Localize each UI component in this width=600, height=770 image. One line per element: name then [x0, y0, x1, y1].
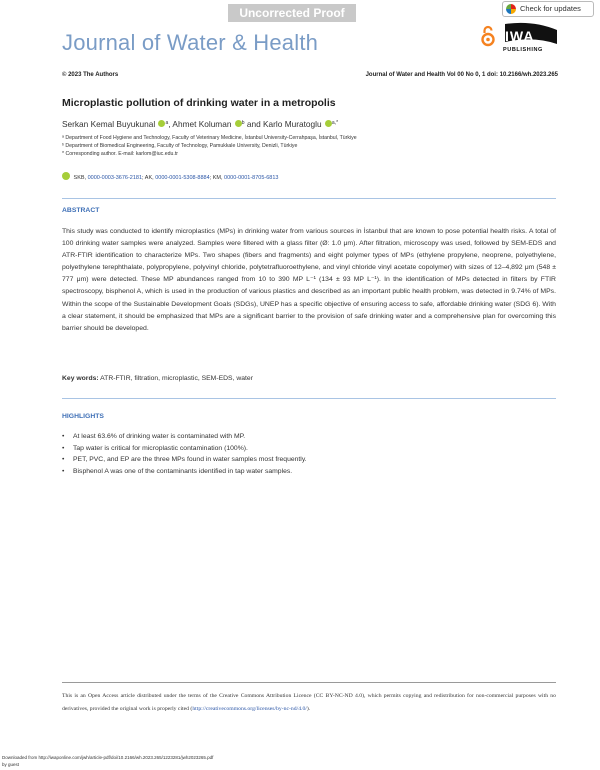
- corresponding-author: * Corresponding author. E-mail: karlom@iuc.edu.tr: [62, 151, 178, 157]
- abstract-heading: ABSTRACT: [62, 207, 100, 214]
- orcid-list: [62, 172, 278, 181]
- license-link[interactable]: http://creativecommons.org/licenses/by-nc-nd/4.0/: [192, 705, 307, 712]
- highlights-heading: HIGHLIGHTS: [62, 413, 104, 420]
- highlight-item: • PET, PVC, and EP are the three MPs found in water samples most frequently.: [62, 454, 307, 466]
- uncorrected-proof-banner: Uncorrected Proof: [228, 4, 356, 22]
- orcid-author: ; KM,: [209, 175, 223, 181]
- orcid-author: SKB,: [73, 175, 87, 181]
- download-by: by guest: [2, 762, 20, 767]
- highlight-item: • Bisphenol A was one of the contaminants identified in tap water samples.: [62, 466, 307, 478]
- author-name[interactable]: Ahmet Koluman: [172, 119, 232, 129]
- download-footer: [2, 754, 213, 768]
- divider: [62, 398, 556, 399]
- author-name[interactable]: Karlo Muratoglu: [263, 119, 322, 129]
- abstract-text: This study was conducted to identify microplastics (MPs) in drinking water from various sources in İstanbul that are known to pose potential health risks. A total of 100 drinking water samples were analyzed. Samples were filtered with a glass filter (Ø: 1.0 μm). After filtration, microscopy was used, followed by SEM-EDS and ATR-FTIR identification to characterize MPs. Two shapes (fibers and fragments) and eight polymer types of MPs (ethylene propylene, neoprene, polyethylene, polyethylene terephthalate, polypropylene, polyvinyl chloride, polytetrafluoroethylene, and vinyl chloride vinyl acetate copolymer) with sizes of 12–4,892 μm (548 ± 777 μm) were detected. These MP abundances ranged from 10 to 390 MP L⁻¹ (134 ± 93 MP L⁻¹). In the identification of MPs detected in filters by FTIR spectroscopy, bisphenol A, which is used in the production of various plastics and described as an important public health problem, was detected in 9.74% of MPs. Within the scope of the Sustainable Development Goals (SDGs), UNEP has a specific objective of ensuring access to safe, affordable drinking water (SDG 6). With a clear statement, it should be emphasized that MPs are a significant barrier to the provision of safe drinking water and a comprehensive plan for overcoming this barrier should be developed.: [62, 228, 556, 332]
- divider: [62, 198, 556, 199]
- open-access-icon: [481, 25, 495, 47]
- iwa-logo-text: IWA: [505, 28, 535, 44]
- orcid-icon: [62, 172, 70, 180]
- citation: Journal of Water and Health Vol 00 No 0, 1 doi: 10.2166/wh.2023.265: [365, 72, 558, 78]
- author-separator: and: [244, 119, 264, 129]
- author-list: [62, 119, 338, 129]
- author-separator: ,: [168, 119, 173, 129]
- divider: [62, 682, 556, 683]
- author-affiliation-mark: b: [241, 120, 245, 126]
- highlights-list: [62, 431, 307, 477]
- author-affiliation-mark: a: [165, 120, 169, 126]
- highlight-item: • At least 63.6% of drinking water is contaminated with MP.: [62, 431, 307, 443]
- author-name[interactable]: Serkan Kemal Buyukunal: [62, 119, 156, 129]
- author-affiliation-mark: a,*: [331, 120, 339, 126]
- license-end: ).: [306, 705, 311, 712]
- keywords-text: ATR-FTIR, filtration, microplastic, SEM-EDS, water: [98, 375, 253, 382]
- highlight-item: • Tap water is critical for microplastic contamination (100%).: [62, 443, 307, 455]
- journal-title: Journal of Water & Health: [62, 30, 319, 55]
- license-statement: [62, 690, 556, 715]
- license-text: This is an Open Access article distributed under the terms of the Creative Commons Attribution Licence (CC BY-NC-ND 4.0), which permits copying and redistribution for non-commercial purposes with no derivatives, provided the original work is properly cited (: [62, 693, 556, 712]
- orcid-icon[interactable]: [325, 120, 332, 127]
- copyright: © 2023 The Authors: [62, 72, 119, 78]
- iwa-publishing-text: PUBLISHING: [503, 47, 543, 53]
- keywords-label: Key words:: [62, 375, 99, 382]
- keywords: [62, 375, 253, 382]
- orcid-link[interactable]: 0000-0001-5308-8884: [155, 175, 210, 181]
- check-updates-label: Check for updates: [520, 4, 581, 13]
- orcid-author: ; AK,: [142, 175, 154, 181]
- check-for-updates-button[interactable]: [502, 1, 594, 17]
- orcid-icon[interactable]: [235, 120, 242, 127]
- orcid-link[interactable]: 0000-0003-3676-2181: [87, 175, 143, 181]
- affiliation: ᵇ Department of Biomedical Engineering, Faculty of Technology, Pamukkale University, Denizli, Türkiye: [62, 143, 298, 149]
- article-title: Microplastic pollution of drinking water in a metropolis: [62, 97, 336, 109]
- affiliation: ᵃ Department of Food Hygiene and Technology, Faculty of Veterinary Medicine, İstanbul University-Cerrahpaşa, İstanbul, Türkiye: [62, 135, 357, 141]
- crossmark-icon: [506, 4, 516, 14]
- orcid-link[interactable]: 0000-0001-8705-6813: [224, 175, 279, 181]
- download-url: Downloaded from http://iwaponline.com/jwh/article-pdf/doi/10.2166/wh.2023.265/1223281/jwh2023265.pdf: [2, 755, 214, 760]
